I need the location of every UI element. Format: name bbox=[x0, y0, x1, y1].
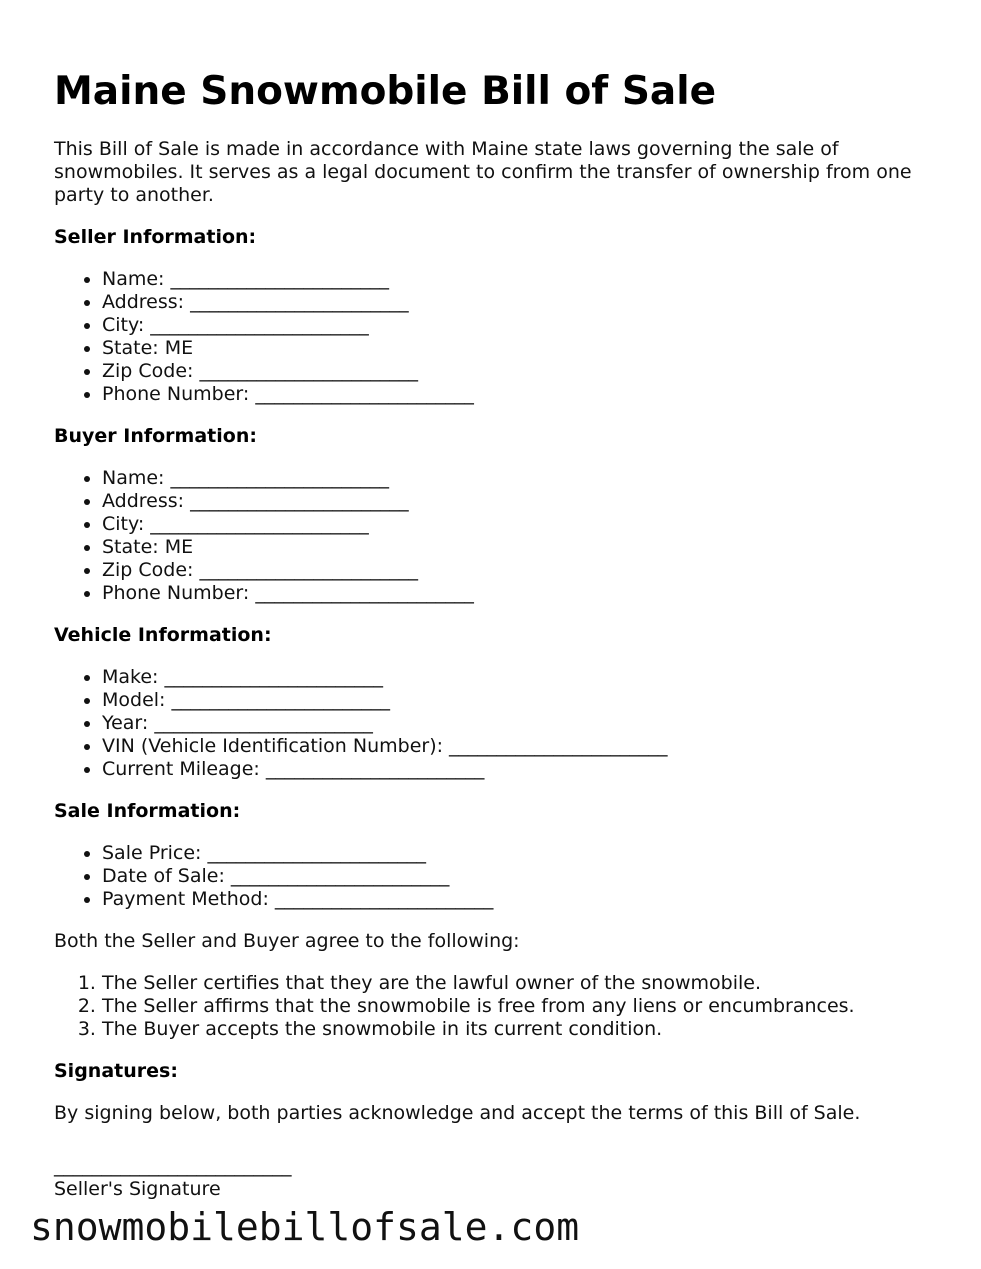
sale-heading: Sale Information: bbox=[54, 800, 241, 822]
signatures-text: By signing below, both parties acknowledge and accept the terms of this Bill of Sale. bbox=[54, 1102, 861, 1124]
buyer-city-field: • City: _______________________ bbox=[102, 513, 944, 536]
buyer-phone-field: • Phone Number: _______________________ bbox=[102, 582, 944, 605]
site-watermark: snowmobilebillofsale.com bbox=[30, 1205, 580, 1249]
seller-phone-field: • Phone Number: _______________________ bbox=[102, 383, 944, 406]
signatures-heading: Signatures: bbox=[54, 1060, 178, 1082]
agreement-item: 2. The Seller affirms that the snowmobile is free from any liens or encumbrances. bbox=[102, 995, 944, 1018]
page-title: Maine Snowmobile Bill of Sale bbox=[54, 69, 717, 114]
seller-signature-label: Seller's Signature bbox=[54, 1178, 221, 1200]
payment-method-field: • Payment Method: _______________________ bbox=[102, 888, 944, 911]
buyer-name-field: • Name: _______________________ bbox=[102, 467, 944, 490]
vehicle-model-field: • Model: _______________________ bbox=[102, 689, 944, 712]
buyer-state-field: • State: ME bbox=[102, 536, 944, 559]
seller-heading: Seller Information: bbox=[54, 226, 257, 248]
seller-address-field: • Address: _______________________ bbox=[102, 291, 944, 314]
intro-paragraph: This Bill of Sale is made in accordance with Maine state laws governing the sale of snowmobiles. It serves as a legal document to confirm the transfer of ownership from one party to another. bbox=[54, 138, 912, 206]
buyer-list bbox=[54, 467, 944, 605]
buyer-address-field: • Address: _______________________ bbox=[102, 490, 944, 513]
sale-price-field: • Sale Price: _______________________ bbox=[102, 842, 944, 865]
seller-name-field: • Name: _______________________ bbox=[102, 268, 944, 291]
agreement-item: 1. The Seller certifies that they are the lawful owner of the snowmobile. bbox=[102, 972, 944, 995]
seller-state-field: • State: ME bbox=[102, 337, 944, 360]
document-page bbox=[54, 68, 944, 1201]
agreement-list bbox=[54, 972, 944, 1041]
seller-signature-line: _________________________ bbox=[54, 1155, 292, 1177]
vehicle-list bbox=[54, 666, 944, 781]
buyer-heading: Buyer Information: bbox=[54, 425, 257, 447]
buyer-zip-field: • Zip Code: _______________________ bbox=[102, 559, 944, 582]
seller-zip-field: • Zip Code: _______________________ bbox=[102, 360, 944, 383]
vehicle-year-field: • Year: _______________________ bbox=[102, 712, 944, 735]
sale-list bbox=[54, 842, 944, 911]
seller-list bbox=[54, 268, 944, 406]
sale-date-field: • Date of Sale: _______________________ bbox=[102, 865, 944, 888]
vehicle-mileage-field: • Current Mileage: _______________________ bbox=[102, 758, 944, 781]
agreement-intro: Both the Seller and Buyer agree to the following: bbox=[54, 930, 520, 952]
vehicle-heading: Vehicle Information: bbox=[54, 624, 272, 646]
seller-city-field: • City: _______________________ bbox=[102, 314, 944, 337]
vehicle-vin-field: • VIN (Vehicle Identification Number): _______________________ bbox=[102, 735, 944, 758]
vehicle-make-field: • Make: _______________________ bbox=[102, 666, 944, 689]
agreement-item: 3. The Buyer accepts the snowmobile in its current condition. bbox=[102, 1018, 944, 1041]
